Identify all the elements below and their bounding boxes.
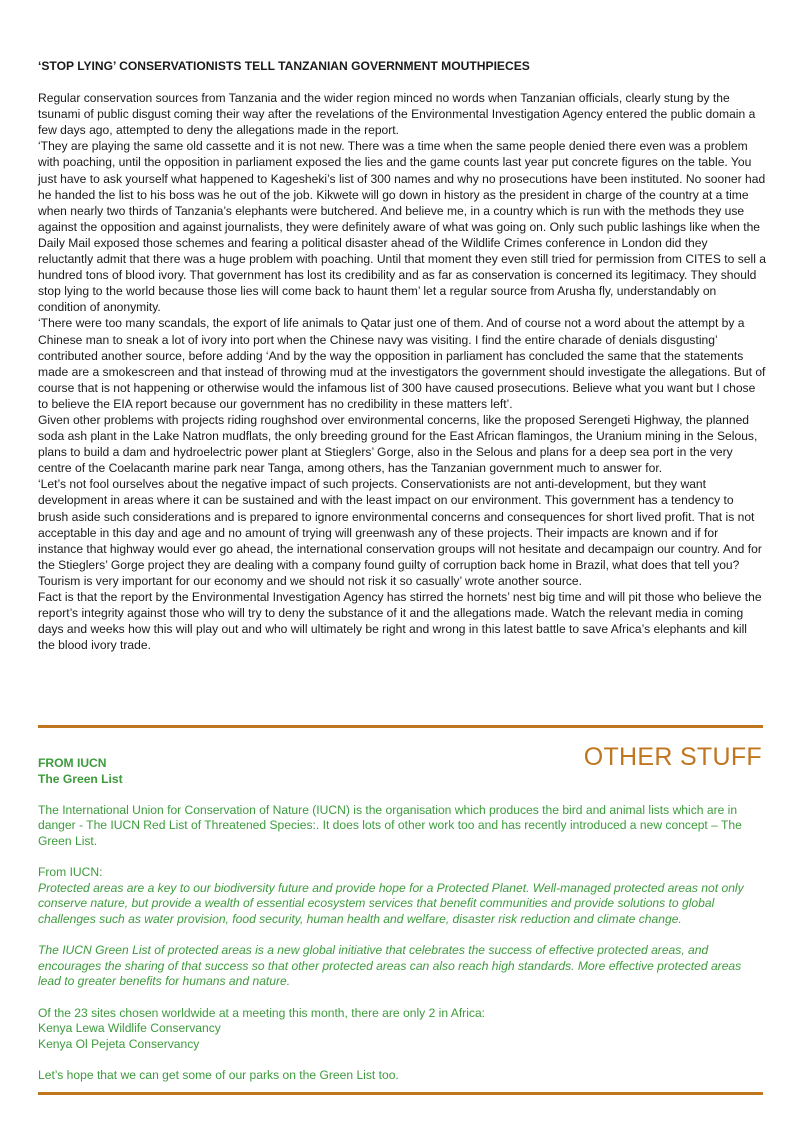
site-item: Kenya Ol Pejeta Conservancy	[38, 1036, 200, 1051]
other-stuff-section	[38, 738, 766, 1083]
article-paragraph: ‘There were too many scandals, the export of life animals to Qatar just one of them. And of course not a word about the attempt by a Chinese man to sneak a lot of ivory into port when the Chinese navy was visiting. I find the entire charade of denials disgusting’ contributed another source, before adding ‘And by the way the opposition in parliament has concluded the same that the statements made are a smokescreen and that instead of throwing mud at the investigators the government should investigate the allegations. But of course that is not happening or otherwise would the infamous list of 300 have caused prosecutions. Believe what you want but I chose to believe the EIA report because our government has no credibility in these matters left’.	[38, 316, 766, 411]
article-paragraph: Regular conservation sources from Tanzania and the wider region minced no words when Tanzanian officials, clearly stung by the tsunami of public disgust coming their way after the revelations of the Environmental Investigation Agency entered the public domain a few days ago, attempted to deny the allegations made in the report.	[38, 91, 756, 138]
from-iucn-label: From IUCN:	[38, 865, 103, 880]
section-divider-top	[38, 725, 763, 728]
article-paragraph: ‘Let’s not fool ourselves about the negative impact of such projects. Conservationists are not anti-development, but they want development in areas where it can be sustained and with the least impact on our environment. This government has a tendency to brush aside such considerations and is prepared to ignore environmental concerns and consequences for short lived profit. That is not acceptable in this day and age and no amount of trying will greenwash any of these projects. Their impacts are known and if for instance that highway would ever go ahead, the international conservation groups will not hesitate and decampaign our country. And for the Stieglers’ Gorge project they are dealing with a company found guilty of corruption back home in Brazil, what does that tell you? Tourism is very important for our economy and we should not risk it so casually’ wrote another source.	[38, 477, 762, 588]
article-paragraph: ‘They are playing the same old cassette and it is not new. There was a time when the same people denied there even was a problem with poaching, until the opposition in parliament exposed the lies and the game counts last year put concrete figures on the table. You just have to ask yourself what happened to Kagesheki’s list of 300 names and why no prosecutions have been instituted. No sooner had he handed the list to his boss was he out of the job. Kikwete will go down in history as the president in charge of the country at a time when nearly two thirds of Tanzania’s elephants were butchered. And believe me, in a country which is run with the methods they use against the opposition and against journalists, they were definitely aware of what was going on. Only such public lashings like when the Daily Mail exposed those schemes and fearing a political disaster ahead of the Wildlife Crimes conference in London did they reluctantly admit that there was a huge problem with poaching. Until that moment they even still tried for permission from CITES to sell a hundred tons of blood ivory. That government has lost its credibility and as far as conservation is concerned its legitimacy. They should stop lying to the world because those lies will come back to haunt them’ let a regular source from Arusha fly, understandably on condition of anonymity.	[38, 139, 766, 315]
article-paragraph: Given other problems with projects riding roughshod over environmental concerns, like the proposed Serengeti Highway, the planned soda ash plant in the Lake Natron mudflats, the only breeding ground for the East African flamingos, the Uranium mining in the Selous, plans to build a dam and hydroelectric power plant at Stieglers’ Gorge, also in the Selous and plans for a deep sea port in the very centre of the Coelacanth marine park near Tanga, among others, has the Tanzanian government much to answer for.	[38, 412, 758, 476]
article-headline: ‘STOP LYING’ CONSERVATIONISTS TELL TANZANIAN GOVERNMENT MOUTHPIECES	[38, 59, 530, 73]
article-body	[38, 90, 766, 653]
sites-intro: Of the 23 sites chosen worldwide at a meeting this month, there are only 2 in Africa:	[38, 1005, 486, 1020]
green-list-subtitle: The Green List	[38, 771, 123, 786]
closing-line: Let’s hope that we can get some of our parks on the Green List too.	[38, 1067, 399, 1082]
site-item: Kenya Lewa Wildlife Conservancy	[38, 1021, 221, 1036]
iucn-quote-1: Protected areas are a key to our biodiversity future and provide hope for a Protected Planet. Well-managed protected areas not only conserve nature, but provide a wealth of essential ecosystem services that benefit communities and provide solutions to global challenges such as water provision, food security, human health and welfare, disaster risk reduction and climate change.	[38, 880, 744, 926]
article	[38, 58, 766, 653]
iucn-intro: The International Union for Conservation of Nature (IUCN) is the organisation which produces the bird and animal lists which are in danger - The IUCN Red List of Threatened Species:. It does lots of other work too and has recently introduced a new concept – The Green List.	[38, 802, 742, 848]
from-label: FROM IUCN	[38, 756, 107, 770]
from-iucn-heading	[38, 756, 766, 787]
section-divider-bottom	[38, 1092, 763, 1095]
article-paragraph: Fact is that the report by the Environmental Investigation Agency has stirred the hornets’ nest big time and will pit those who believe the report’s integrity against those who will try to deny the substance of it and the allegations made. Watch the relevant media in coming days and weeks how this will play out and who will ultimately be right and wrong in this latest battle to save Africa’s elephants and kill the blood ivory trade.	[38, 590, 762, 653]
other-stuff-title: OTHER STUFF	[583, 743, 762, 771]
iucn-quote-2: The IUCN Green List of protected areas is a new global initiative that celebrates the success of effective protected areas, and encourages the sharing of that success so that other protected areas can also reach high standards. More effective protected areas lead to greater benefits for humans and nature.	[38, 943, 742, 989]
